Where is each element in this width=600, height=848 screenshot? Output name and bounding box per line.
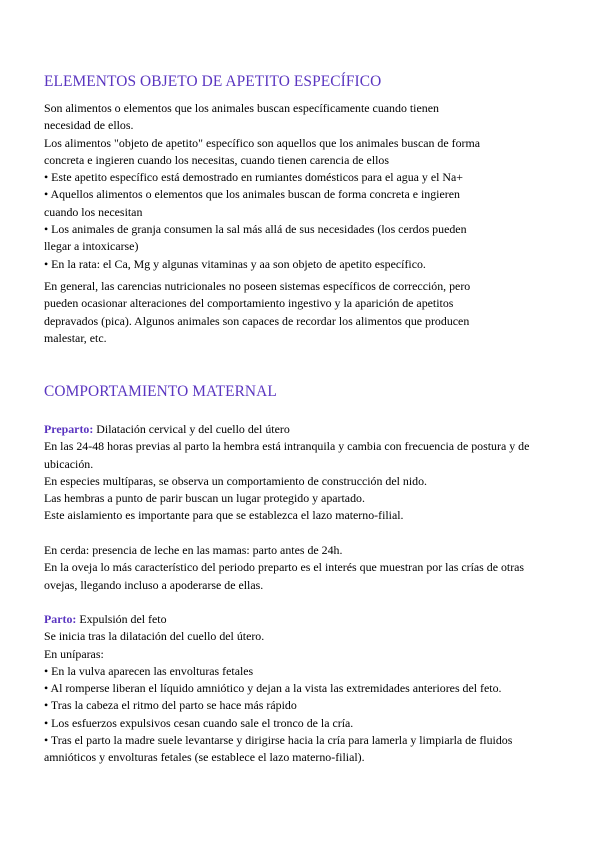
text-line: necesidad de ellos. [44,118,134,133]
text-line: pueden ocasionar alteraciones del comportamiento ingestivo y la aparición de apetitos [44,296,454,311]
text-line: En cerda: presencia de leche en las mamas: parto antes de 24h. [44,543,343,557]
preparto-block [44,421,584,525]
preparto-species-block [44,542,584,594]
bullet-line: • Tras el parto la madre suele levantarse y dirigirse hacia la cría para lamerla y limpiarla de fluidos [44,733,513,748]
parto-heading [44,611,584,628]
text-line: cuando los necesitan [44,204,143,219]
text-line: Los alimentos "objeto de apetito" específico son aquellos que los animales buscan de forma [44,135,480,150]
apetito-definition-block [44,100,584,273]
bullet-line: • Tras la cabeza el ritmo del parto se hace más rápido [44,698,297,713]
section-title-maternal: COMPORTAMIENTO MATERNAL [44,383,277,400]
text-line: Las hembras a punto de parir buscan un lugar protegido y apartado. [44,491,365,506]
bullet-line: • Al romperse liberan el líquido amniótico y dejan a la vista las extremidades anteriores del feto. [44,681,502,696]
preparto-heading [44,421,584,438]
text-line: En especies multíparas, se observa un comportamiento de construcción del nido. [44,473,428,488]
text-line: Este aislamiento es importante para que se establezca el lazo materno-filial. [44,508,404,523]
text-line: En las 24-48 horas previas al parto la hembra está intranquila y cambia con frecuencia de postura y de [44,439,530,454]
parto-heading-text: Expulsión del feto [79,612,167,626]
text-line: llegar a intoxicarse) [44,239,139,254]
text-line: malestar, etc. [44,330,107,345]
text-line: En uníparas: [44,646,104,661]
bullet-line: • Los esfuerzos expulsivos cesan cuando sale el tronco de la cría. [44,715,354,730]
bullet-line: • Este apetito específico está demostrado en rumiantes domésticos para el agua y el Na+ [44,170,463,185]
bullet-line: • En la vulva aparecen las envolturas fetales [44,663,254,678]
parto-block [44,611,584,767]
text-line: depravados (pica). Algunos animales son capaces de recordar los alimentos que producen [44,313,470,328]
text-line: En general, las carencias nutricionales no poseen sistemas específicos de corrección, pero [44,279,471,293]
text-line: En la oveja lo más característico del periodo preparto es el interés que muestran por las crías de otras [44,560,525,575]
bullet-line: • En la rata: el Ca, Mg y algunas vitaminas y aa son objeto de apetito específico. [44,256,426,271]
text-line: ovejas, llegando incluso a apoderarse de ellas. [44,577,264,592]
text-line: Son alimentos o elementos que los animales buscan específicamente cuando tienen [44,101,439,115]
bullet-line: • Los animales de granja consumen la sal más allá de sus necesidades (los cerdos pueden [44,222,467,237]
text-line: ubicación. [44,456,94,471]
preparto-heading-text: Dilatación cervical y del cuello del útero [96,422,290,436]
preparto-label: Preparto: [44,422,94,436]
bullet-line: • Aquellos alimentos o elementos que los animales buscan de forma concreta e ingieren [44,187,460,202]
parto-label: Parto: [44,612,77,626]
text-line: concreta e ingieren cuando los necesitas, cuando tienen carencia de ellos [44,152,389,167]
section-title-apetito: ELEMENTOS OBJETO DE APETITO ESPECÍFICO [44,73,382,90]
text-line: Se inicia tras la dilatación del cuello del útero. [44,629,265,644]
text-line: amnióticos y envolturas fetales (se establece el lazo materno-filial). [44,750,365,765]
apetito-general-paragraph [44,278,584,347]
